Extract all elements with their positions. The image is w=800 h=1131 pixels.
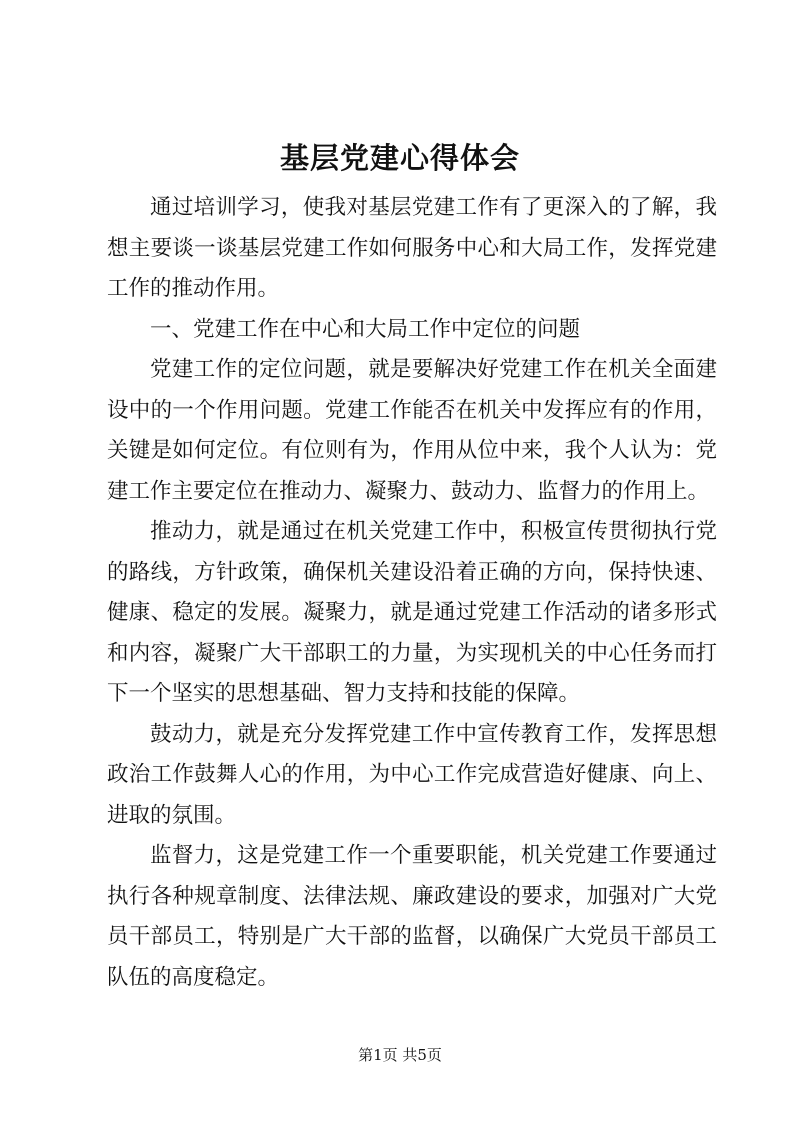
page-number-footer: 第1页 共5页: [358, 1046, 442, 1064]
paragraph-intro: 通过培训学习，使我对基层党建工作有了更深入的了解，我想主要谈一谈基层党建工作如何服务中心和大局工作，发挥党建工作的推动作用。: [107, 195, 717, 301]
paragraph-positioning: 党建工作的定位问题，就是要解决好党建工作在机关全面建设中的一个作用问题。党建工作能否在机关中发挥应有的作用，关键是如何定位。有位则有为，作用从位中来，我个人认为：党建工作主要定位在推动力、凝聚力、鼓动力、监督力的作用上。: [107, 357, 717, 504]
section-heading: 一、党建工作在中心和大局工作中定位的问题: [150, 316, 581, 342]
paragraph-motivation: 鼓动力，就是充分发挥党建工作中宣传教育工作，发挥思想政治工作鼓舞人心的作用，为中心工作完成营造好健康、向上、进取的氛围。: [107, 721, 717, 828]
paragraph-supervision: 监督力，这是党建工作一个重要职能，机关党建工作要通过执行各种规章制度、法律法规、廉政建设的要求，加强对广大党员干部员工，特别是广大干部的监督，以确保广大党员干部员工队伍的高度稳定。: [107, 843, 717, 990]
paragraph-driving-force: 推动力，就是通过在机关党建工作中，积极宣传贯彻执行党的路线，方针政策，确保机关建设沿着正确的方向，保持快速、健康、稳定的发展。凝聚力，就是通过党建工作活动的诸多形式和内容，凝聚广大干部职工的力量，为实现机关的中心任务而打下一个坚实的思想基础、智力支持和技能的保障。: [107, 519, 717, 706]
document-body: [107, 188, 717, 998]
document-title: 基层党建心得体会: [279, 141, 520, 175]
